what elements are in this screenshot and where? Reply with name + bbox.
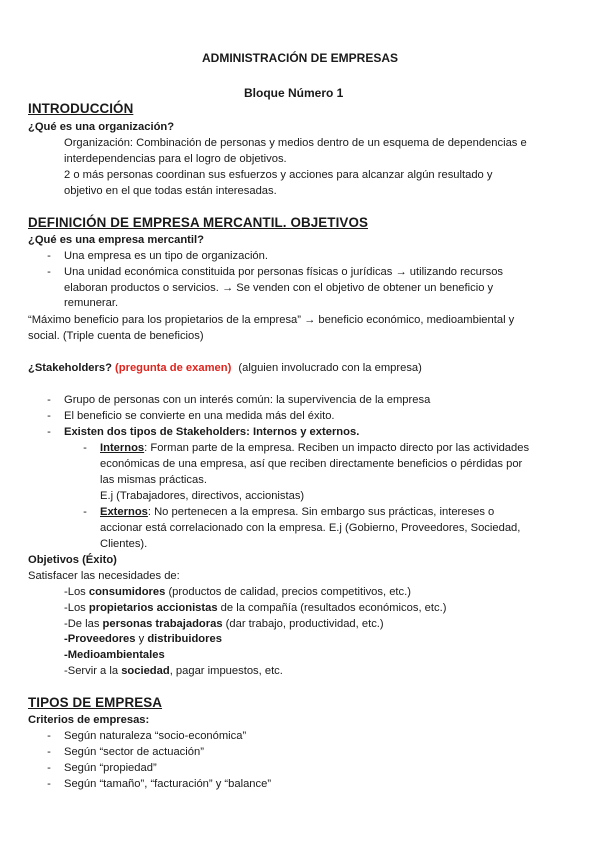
quote-line: “Máximo beneficio para los propietarios de la empresa” → beneficio económico, medioambiental y <box>28 314 515 326</box>
stakeholders-bullet: Existen dos tipos de Stakeholders: Internos y externos. <box>64 426 360 438</box>
question-empresa-mercantil: ¿Qué es una empresa mercantil? <box>28 234 204 246</box>
objetivo-item <box>64 617 384 632</box>
bullet-dash: - <box>47 426 51 438</box>
objetivo-text: , pagar impuestos, etc. <box>169 665 283 677</box>
objetivo-item <box>64 664 283 679</box>
bullet-dash: - <box>83 442 87 454</box>
objetivo-bold: sociedad <box>121 665 170 677</box>
internos-example: E.j (Trabajadores, directivos, accionistas) <box>100 490 305 502</box>
bullet-dash: - <box>47 394 51 406</box>
intro-line: interdependencias para el logro de objetivos. <box>64 153 287 165</box>
internos-cont: las mismas prácticas. <box>100 474 207 486</box>
objetivo-text: -Los <box>64 602 89 614</box>
definicion-bullet-cont: remunerar. <box>64 297 119 309</box>
objetivo-bold: consumidores <box>88 586 166 598</box>
tipo-bullet: Según “propiedad” <box>64 762 157 774</box>
stakeholders-bullet: Grupo de personas con un interés común: la supervivencia de la empresa <box>64 394 431 406</box>
bullet-dash: - <box>47 410 51 422</box>
tipo-bullet: Según “sector de actuación” <box>64 746 204 758</box>
bullet-dash: - <box>83 506 87 518</box>
internos-line <box>100 441 529 456</box>
externos-cont: accionar está correlacionado con la empresa. E.j (Gobierno, Proveedores, Sociedad, <box>100 522 521 534</box>
objetivo-text: -Servir a la <box>64 665 122 677</box>
objetivo-text: -Los <box>64 586 89 598</box>
objetivo-text: (dar trabajo, productividad, etc.) <box>222 618 384 630</box>
objetivo-bold: personas trabajadoras <box>102 618 223 630</box>
bullet-dash: - <box>47 266 51 278</box>
internos-cont: económicas de una empresa, así que reciben directamente beneficios o pérdidas por <box>100 458 523 470</box>
externos-label: Externos <box>100 506 148 518</box>
objetivos-intro: Satisfacer las necesidades de: <box>28 570 180 582</box>
objetivo-bold: propietarios accionistas <box>88 602 218 614</box>
stakeholders-bullet: El beneficio se convierte en una medida más del éxito. <box>64 410 335 422</box>
criterios-label: Criterios de empresas: <box>28 714 150 726</box>
tipo-bullet: Según “tamaño”, “facturación” y “balance” <box>64 778 272 790</box>
objetivo-item <box>64 585 411 600</box>
tipo-bullet: Según naturaleza “socio-económica” <box>64 730 247 742</box>
question-organizacion: ¿Qué es una organización? <box>28 121 175 133</box>
quote-line: social. (Triple cuenta de beneficios) <box>28 330 204 342</box>
intro-line: objetivo en el que todas están interesadas. <box>64 185 277 197</box>
heading-definicion: DEFINICIÓN DE EMPRESA MERCANTIL. OBJETIVOS <box>28 215 368 230</box>
heading-tipos: TIPOS DE EMPRESA <box>28 695 163 710</box>
internos-text: : Forman parte de la empresa. Reciben un impacto directo por las actividades <box>144 442 530 454</box>
stakeholders-note: (alguien involucrado con la empresa) <box>238 362 422 374</box>
internos-label: Internos <box>100 442 145 454</box>
stakeholders-line <box>28 361 422 376</box>
objetivo-item <box>64 632 222 647</box>
definicion-bullet: Una unidad económica constituida por personas físicas o jurídicas → utilizando recursos <box>64 266 504 278</box>
bullet-dash: - <box>47 778 51 790</box>
externos-cont: Clientes). <box>100 538 148 550</box>
question-stakeholders: ¿Stakeholders? <box>28 362 112 374</box>
block-number: Bloque Número 1 <box>244 86 344 100</box>
definicion-bullet-cont: elaboran productos o servicios. → Se venden con el objetivo de obtener un beneficio y <box>64 282 494 294</box>
heading-introduccion: INTRODUCCIÓN <box>28 101 134 116</box>
definicion-bullet: Una empresa es un tipo de organización. <box>64 250 268 262</box>
objetivo-bold: -Proveedores <box>64 633 136 645</box>
intro-line: 2 o más personas coordinan sus esfuerzos y acciones para alcanzar algún resultado y <box>64 169 493 181</box>
intro-line: Organización: Combinación de personas y medios dentro de un esquema de dependencias e <box>64 137 527 149</box>
externos-text: : No pertenecen a la empresa. Sin embargo sus prácticas, intereses o <box>147 506 495 518</box>
objetivo-text: de la compañía (resultados económicos, etc.) <box>217 602 447 614</box>
document-title: ADMINISTRACIÓN DE EMPRESAS <box>201 51 398 65</box>
bullet-dash: - <box>47 746 51 758</box>
objetivo-item <box>64 601 446 616</box>
objetivo-text: -De las <box>64 618 103 630</box>
objetivo-item: -Medioambientales <box>64 649 165 661</box>
objetivo-text: y <box>135 633 148 645</box>
objetivo-text: (productos de calidad, precios competitivos, etc.) <box>165 586 411 598</box>
bullet-dash: - <box>47 730 51 742</box>
exam-note: (pregunta de examen) <box>115 362 232 374</box>
objetivo-bold: distribuidores <box>147 633 222 645</box>
bullet-dash: - <box>47 250 51 262</box>
heading-objetivos: Objetivos (Éxito) <box>28 554 117 566</box>
externos-line <box>100 505 494 520</box>
bullet-dash: - <box>47 762 51 774</box>
